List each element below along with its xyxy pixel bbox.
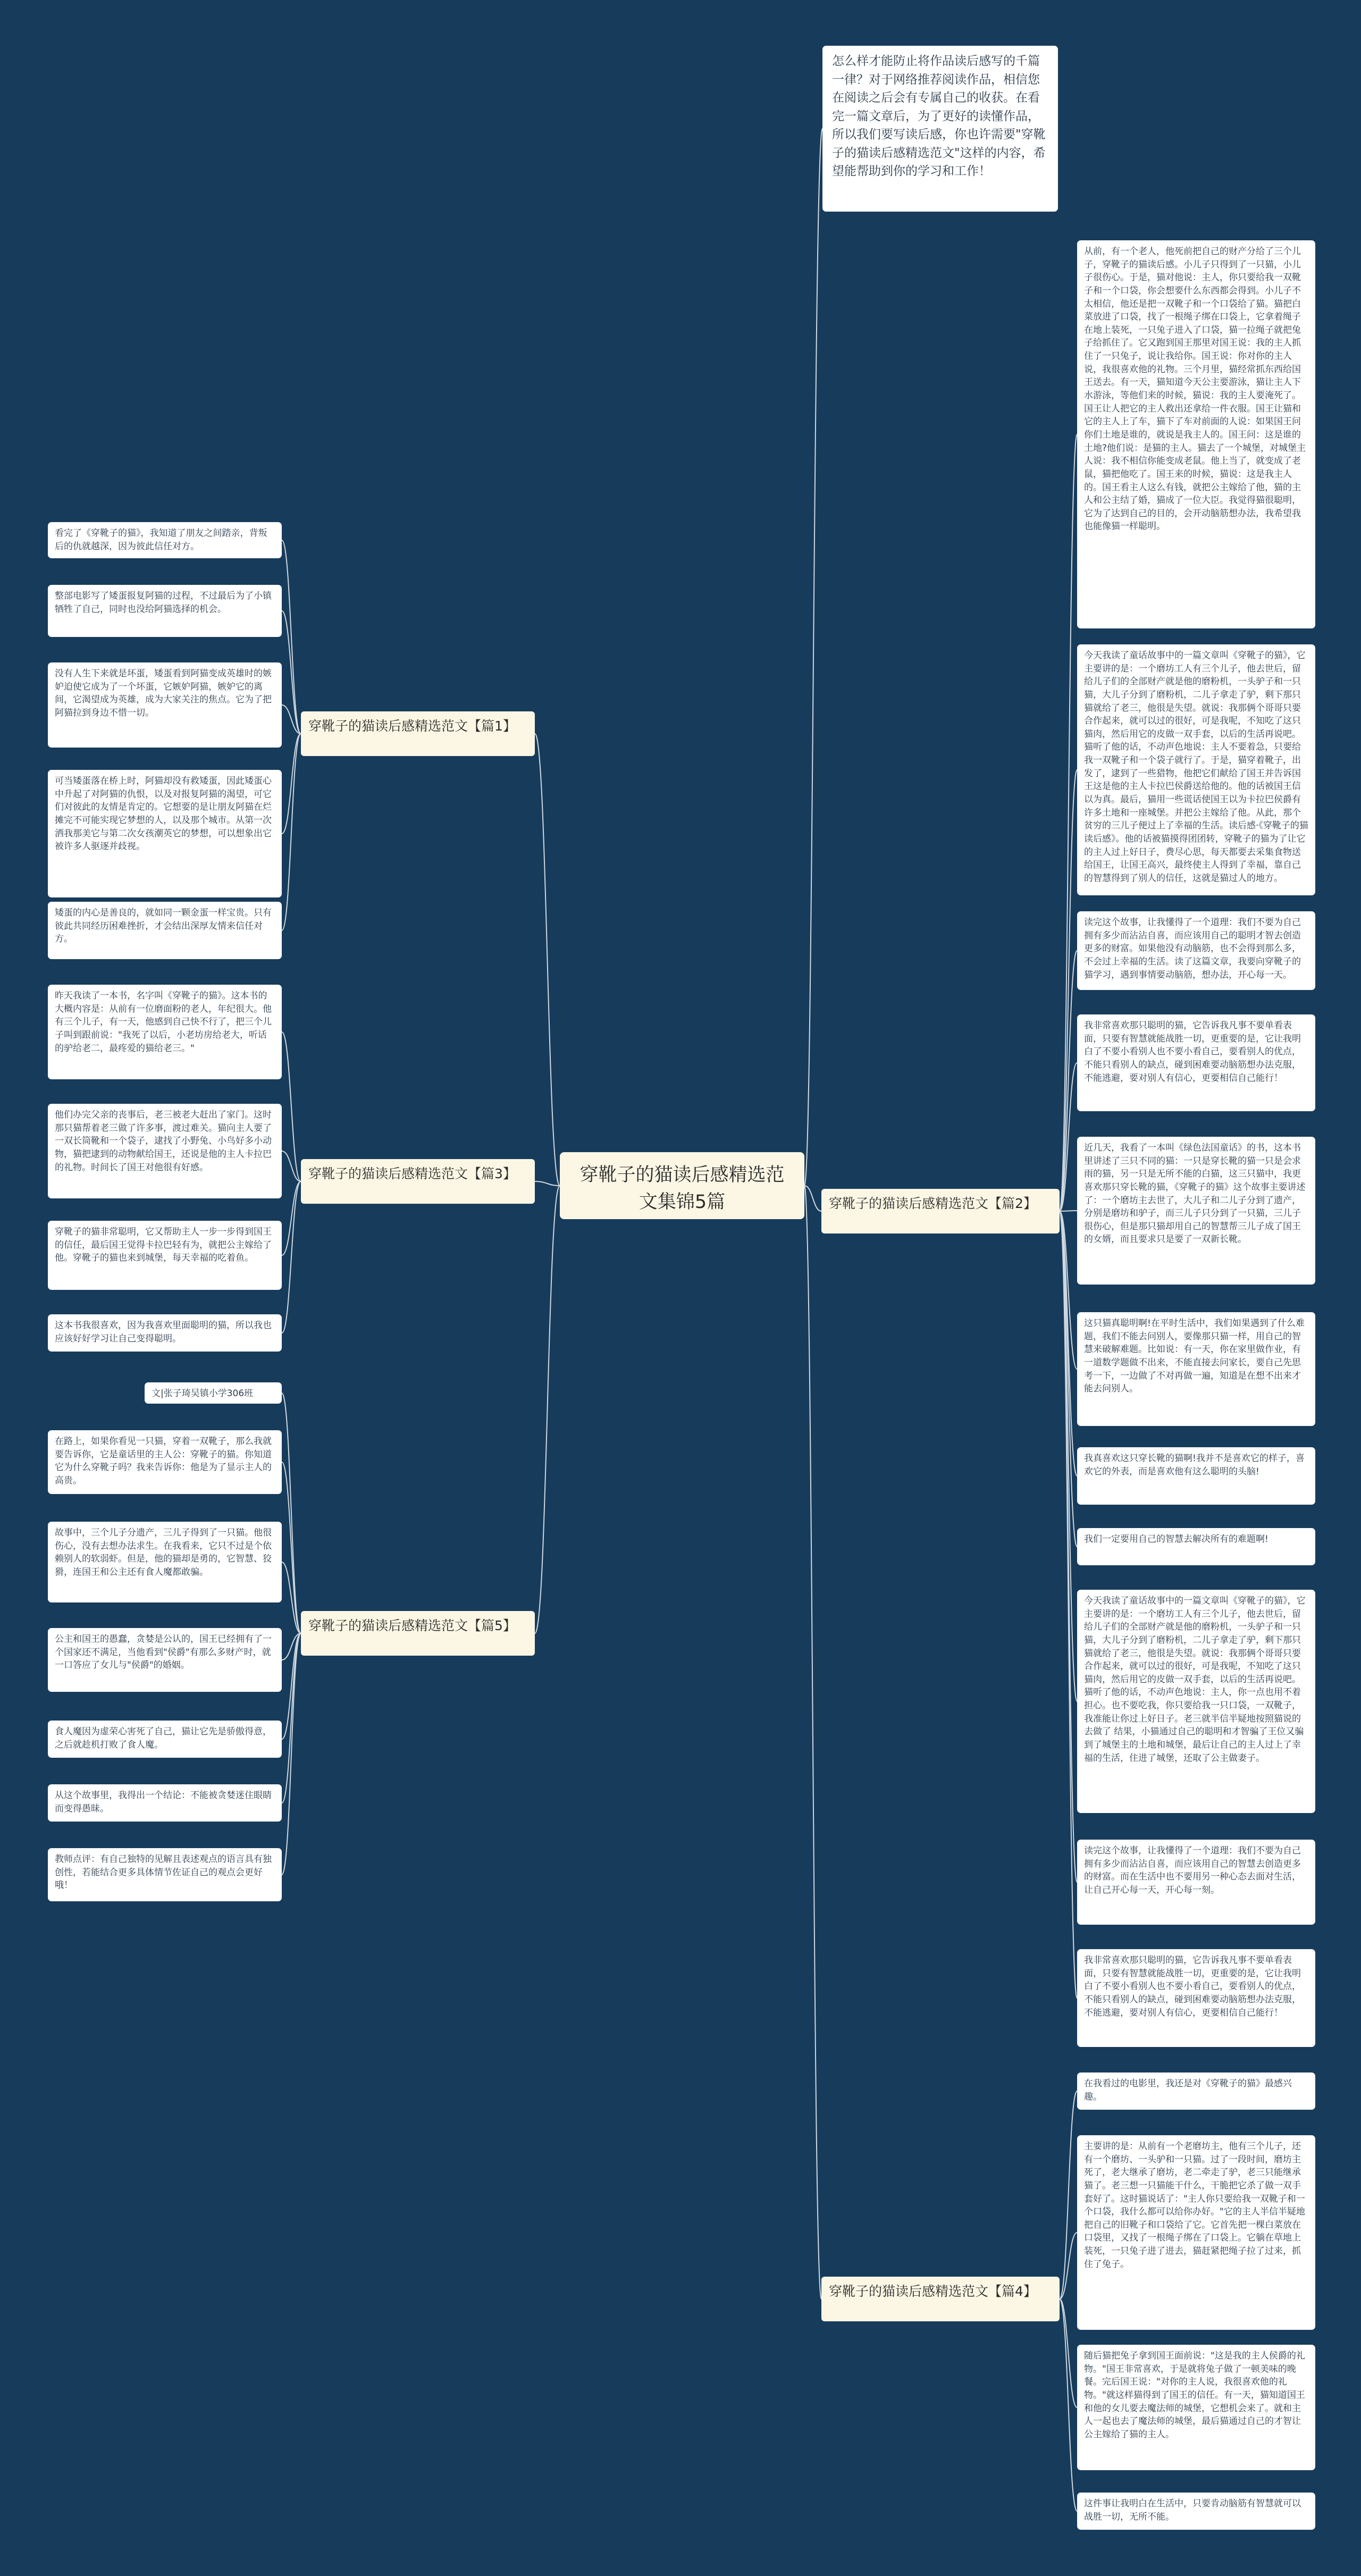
connector-branch-2-item-10 (1060, 1211, 1077, 1882)
branch-3-item-1: 昨天我读了一本书，名字叫《穿靴子的猫》。这本书的大概内容是：从前有一位磨面粉的老人，年纪很大。他有三个儿子，有一天，他感到自己快不行了，把三个儿子叫到跟前说："我死了以后，小老坊房给老大，听话的驴给老二，最疼爱的猫给老三。" (48, 985, 282, 1079)
connector-root-intro (804, 129, 822, 1186)
branch-5-item-2: 在路上，如果你看见一只猫，穿着一双靴子，那么我就要告诉你，它是童话里的主人公：穿靴子的猫。你知道它为什么穿靴子吗？我来告诉你：他是为了显示主人的高贵。 (48, 1430, 282, 1494)
connector-branch-4-item-4 (1060, 2299, 1077, 2511)
branch-1-item-5: 矮蛋的内心是善良的，就如同一颗金蛋一样宝贵。只有彼此共同经历困难挫折，才会结出深厚友情来信任对方。 (48, 902, 282, 959)
branch-2-item-4: 我非常喜欢那只聪明的猫，它告诉我凡事不要单看表面，只要有智慧就能战胜一切，更重要的是，它让我明白了不要小看别人也不要小看自己，要看别人的优点，不能只看别人的缺点，碰到困难要动脑筋想办法克服，不能逃避，要对别人有信心，更要相信自己能行！ (1077, 1014, 1315, 1111)
branch-5-item-4: 公主和国王的愚蠢，贪婪是公认的，国王已经拥有了一个国家还不满足，当他看到"侯爵"有那么多财产时，就一口答应了女儿与"侯爵"的婚姻。 (48, 1628, 282, 1692)
branch-2-item-7: 我真喜欢这只穿长靴的猫啊!我并不是喜欢它的样子，喜欢它的外表，而是喜欢他有这么聪明的头脑! (1077, 1447, 1315, 1505)
branch-5-item-7: 教师点评：有自己独特的见解且表述观点的语言具有独创性，若能结合更多具体情节佐证自己的观点会更好哦！ (48, 1848, 282, 1901)
branch-1-item-4: 可当矮蛋落在桥上时，阿猫却没有救矮蛋，因此矮蛋心中升起了对阿猫的仇恨，以及对报复阿猫的渴望，可它们对彼此的友情是肯定的。它想要的是让朋友阿猫在烂摊完不可能实现它梦想的人，以及那个城市。从第一次洒我那美它与第二次女孩潮英它的梦想，可以想象出它被许多人驱逐并歧视。 (48, 770, 282, 897)
branch-5-item-3: 故事中，三个儿子分遗产，三儿子得到了一只猫。他很伤心，没有去想办法求生。在我看来，它只不过是个依赖别人的软弱虾。但是，他的猫却是勇的，它智慧、狡猾，连国王和公主还有食人魔都敢骗。 (48, 1522, 282, 1602)
branch-4-item-1: 在我看过的电影里，我还是对《穿靴子的猫》最感兴趣。 (1077, 2072, 1315, 2110)
connector-branch-4-item-3 (1060, 2299, 1077, 2407)
connector-root-branch-5 (535, 1186, 560, 1633)
branch-3-item-4: 这本书我很喜欢，因为我喜欢里面聪明的猫，所以我也应该好好学习让自己变得聪明。 (48, 1314, 282, 1352)
connector-branch-5-item-2 (282, 1462, 301, 1633)
connector-root-branch-1 (535, 734, 560, 1186)
branch-5[interactable]: 穿靴子的猫读后感精选范文【篇5】 (301, 1611, 535, 1656)
connector-branch-2-item-8 (1060, 1211, 1077, 1547)
connector-branch-3-item-4 (282, 1181, 301, 1333)
connector-branch-5-item-7 (282, 1633, 301, 1875)
connector-branch-1-item-1 (282, 540, 301, 734)
branch-2-item-10: 读完这个故事，让我懂得了一个道理：我们不要为自己拥有多少而沾沾自喜，而应该用自己的智慧去创造更多的财富。而在生活中也不要用另一种心态去面对生活，让自己开心每一天，开心每一刻。 (1077, 1840, 1315, 1925)
branch-2-item-1: 从前，有一个老人，他死前把自己的财产分给了三个儿子，穿靴子的猫读后感。小儿子只得到了一只猫，小儿子很伤心。于是，猫对他说：主人，你只要给我一双靴子和一个口袋，你会想要什么东西都会得到。小儿子不太相信，他还是把一双靴子和一个口袋给了猫。猫把白菜放进了口袋，找了一根绳子绑在口袋上，它拿着绳子在地上装死，一只兔子进入了口袋，猫一拉绳子就把兔子给抓住了。它又跑到国王那里对国王说：我的主人抓住了一只兔子，说让我给你。国王说：你对你的主人说，我很喜欢他的礼物。三个月里，猫经常抓东西给国王送去。有一天，猫知道今天公主要游泳，猫让主人下水游泳，等他们来的时候，猫说：我的主人要淹死了。国王让人把它的主人救出还拿给一件衣服。国王让猫和它的主人上了车，猫下了车对前面的人说：如果国王问你们土地是谁的，就说是我主人的。国王问：这是谁的土地?他们说：是猫的主人。猫去了一个城堡，对城堡主人说：我不相信你能变成老鼠。他上当了，就变成了老鼠，猫把他吃了。国王来的时候，猫说：这是我主人的。国王看主人这么有钱，就把公主嫁给了他，猫的主人和公主结了婚，猫成了一位大臣。我觉得猫很聪明，它为了达到自己的目的，会开动脑筋想办法，我希望我也能像猫一样聪明。 (1077, 240, 1315, 628)
branch-4-item-4: 这件事让我明白在生活中，只要肯动脑筋有智慧就可以战胜一切，无所不能。 (1077, 2493, 1315, 2530)
connector-root-branch-3 (535, 1181, 560, 1186)
branch-3-item-2: 他们办完父亲的丧事后，老三被老大赶出了家门。这时那只猫帮着老三做了许多事，渡过难关。猫向主人要了一双长筒靴和一个袋子，逮找了小野兔、小鸟好多小动物，猫把逮到的动物献给国王，还说是他的主人卡拉巴的礼物。时间长了国王对他很有好感。 (48, 1104, 282, 1198)
branch-2-item-5: 近几天，我看了一本叫《绿色法国童话》的书，这本书里讲述了三只不同的猫：一只是穿长靴的猫一只是会求雨的猫，另一只是无所不能的白猫，这三只猫中，我更喜欢那只穿长靴的猫，《穿靴子的猫》这个故事主要讲述了：一个磨坊主去世了，大儿子和二儿子分到了遗产，分别是磨坊和驴子，而三儿子只分到了一只猫，三儿子很伤心，但是那只猫却用自己的智慧帮三儿子成了国王的女婿，而且要求只是要了一双新长靴。 (1077, 1137, 1315, 1285)
branch-2-item-11: 我非常喜欢那只聪明的猫，它告诉我凡事不要单看表面，只要有智慧就能战胜一切，更重要的是，它让我明白了不要小看别人也不要小看自己，要看别人的优点，不能只看别人的缺点，碰到困难要动脑筋想办法克服，不能逃避，要对别人有信心，更要相信自己能行！ (1077, 1949, 1315, 2047)
intro-node: 怎么样才能防止将作品读后感写的千篇一律？对于网络推荐阅读作品，相信您在阅读之后会有专属自己的收获。在看完一篇文章后，为了更好的读懂作品，所以我们要写读后感，你也许需要"穿靴子的猫读后感精选范文"这样的内容，希望能帮助到你的学习和工作！ (822, 46, 1058, 212)
connector-branch-1-item-5 (282, 734, 301, 930)
branch-2-item-2: 今天我读了童话故事中的一篇文章叫《穿靴子的猫》，它主要讲的是：一个磨坊工人有三个儿子，他去世后，留给儿子们的全部财产就是他的磨粉机，一头驴子和一只猫，大儿子分到了磨粉机，二儿子拿走了驴，剩下那只猫就给了老三，他很是失望。就说：我那俩个哥哥只要合作起来，就可以过的很好，可是我呢，不知吃了这只猫肉，然后用它的皮做一双手套，以后的生活再说吧。猫听了他的话，不动声色地说：主人不要着急，只要给我一双靴子和一个袋子就行了。于是，猫穿着靴子，出发了，逮到了一些猎物，他把它们献给了国王并告诉国王这是他的主人卡拉巴侯爵送给他的。他的话被国王信以为真。最后，猫用一些谎话使国王以为卡拉巴侯爵有许多土地和一座城堡。并把公主嫁给了他。从此，那个贫穷的三儿子便过上了幸福的生活。读后感·《穿靴子的猫读后感》。他的话被猫摸得团团转，穿靴子的猫为了让它的主人过上好日子，费尽心思，每天都要去采集食物送给国王，让国王高兴，最终使主人得到了幸福，靠自己的智慧得到了别人的信任，这就是猫过人的地方。 (1077, 644, 1315, 895)
branch-2-item-9: 今天我读了童话故事中的一篇文章叫《穿靴子的猫》，它主要讲的是：一个磨坊工人有三个儿子，他去世后，留给儿子们的全部财产就是他的磨粉机，一头驴子和一只猫，大儿子分到了磨粉机，二儿子拿走了驴，剩下那只猫就给了老三，他很是失望。就说：我那俩个哥哥只要合作起来，就可以过的很好，可是我呢，不知吃了这只猫肉，然后用它的皮做一双手套，以后的生活再说吧。猫听了他的话，不动声色地说：主人，你一点也用不着担心。也不要吃我，你只要给我一只口袋，一双靴子，我准能让你过上好日子。老三就半信半疑地按照猫说的去做了 结果，小猫通过自己的聪明和才智骗了王位又骗到了城堡主的土地和城堡，最后让自己的主人过上了幸福的生活，住进了城堡，还取了公主做妻子。 (1077, 1590, 1315, 1813)
connector-branch-1-item-4 (282, 734, 301, 834)
connector-root-branch-4 (804, 1186, 821, 2299)
connector-branch-3-item-1 (282, 1032, 301, 1181)
branch-5-item-5: 食人魔因为虚荣心害死了自己，猫让它先是骄傲得意，之后就趁机打败了食人魔。 (48, 1721, 282, 1758)
branch-2-item-6: 这只猫真聪明啊!在平时生活中，我们如果遇到了什么难题，我们不能去问别人，要像那只猫一样，用自己的智慧来破解难题。比如说：有一天，你在家里做作业，有一道数学题做不出来，不能直接去问家长，要自己先思考一下，一边做了不对再做一遍，知道是在想不出来才能去问别人。 (1077, 1312, 1315, 1426)
branch-4-item-2: 主要讲的是：从前有一个老磨坊主，他有三个儿子，还有一个磨坊、一头驴和一只猫。过了一段时间，磨坊主死了，老大继承了磨坊，老二牵走了驴，老三只能继承猫了。老三想一只猫能干什么，干脆把它杀了做一双手套好了。这时猫说话了："主人你只要给我一双靴子和一个口袋，我什么都可以给你办好。"它的主人半信半疑地把自己的旧靴子和口袋给了它。它首先把一棵白菜放在口袋里，又找了一根绳子绑在了口袋上。它躺在草地上装死，一只兔子进了进去，猫赶紧把绳子拉了过来，抓住了兔子。 (1077, 2135, 1315, 2330)
branch-2-item-8: 我们一定要用自己的智慧去解决所有的难题啊! (1077, 1528, 1315, 1565)
branch-2-item-3: 读完这个故事，让我懂得了一个道理：我们不要为自己拥有多少而沾沾自喜，而应该用自己的聪明才智去创造更多的财富。如果他没有动脑筋，也不会得到那么多，不会过上幸福的生活。读了这篇文章，我要向穿靴子的猫学习，遇到事情要动脑筋，想办法，开心每一天。 (1077, 911, 1315, 990)
branch-1-item-2: 整部电影写了矮蛋报复阿猫的过程，不过最后为了小镇牺牲了自己，同时也没给阿猫选择的机会。 (48, 585, 282, 637)
branch-4[interactable]: 穿靴子的猫读后感精选范文【篇4】 (821, 2277, 1060, 2321)
branch-4-item-3: 随后猫把兔子拿到国王面前说："这是我的主人侯爵的礼物。"国王非常喜欢，于是就将兔子做了一顿美味的晚餐。完后国王说："对你的主人说，我很喜欢他的礼物。"就这样猫得到了国王的信任。有一天，猫知道国王和他的女儿要去魔法师的城堡，它想机会来了。就和主人一起也去了魔法师的城堡，最后猫通过自己的才智让公主嫁给了猫的主人。 (1077, 2345, 1315, 2470)
root-topic[interactable]: 穿靴子的猫读后感精选范文集锦5篇 (560, 1152, 804, 1219)
branch-1[interactable]: 穿靴子的猫读后感精选范文【篇1】 (301, 711, 535, 756)
branch-1-item-1: 看完了《穿靴子的猫》，我知道了朋友之间踏亲，背叛后的仇就越深，因为彼此信任对方。 (48, 522, 282, 558)
branch-2[interactable]: 穿靴子的猫读后感精选范文【篇2】 (821, 1189, 1060, 1234)
branch-5-item-1: 文|张子琦吴镇小学306班 (145, 1382, 282, 1404)
branch-5-item-6: 从这个故事里，我得出一个结论：不能被贪婪迷住眼睛而变得愚昧。 (48, 1784, 282, 1822)
connector-branch-3-item-3 (282, 1181, 301, 1255)
connector-root-branch-2 (804, 1186, 821, 1211)
branch-3-item-3: 穿靴子的猫非常聪明，它又帮助主人一步一步得到国王的信任，最后国王觉得卡拉巴轻有为，就把公主嫁给了他。穿靴子的猫也来到城堡，每天幸福的吃着鱼。 (48, 1221, 282, 1290)
branch-1-item-3: 没有人生下来就是坏蛋，矮蛋看到阿猫变成英雄时的嫉妒迫使它成为了一个坏蛋，它嫉妒阿猫，嫉妒它的离间，它渴望成为英雄，成为大家关注的焦点。它为了把阿猫拉到身边不惜一切。 (48, 662, 282, 748)
branch-3[interactable]: 穿靴子的猫读后感精选范文【篇3】 (301, 1159, 535, 1204)
